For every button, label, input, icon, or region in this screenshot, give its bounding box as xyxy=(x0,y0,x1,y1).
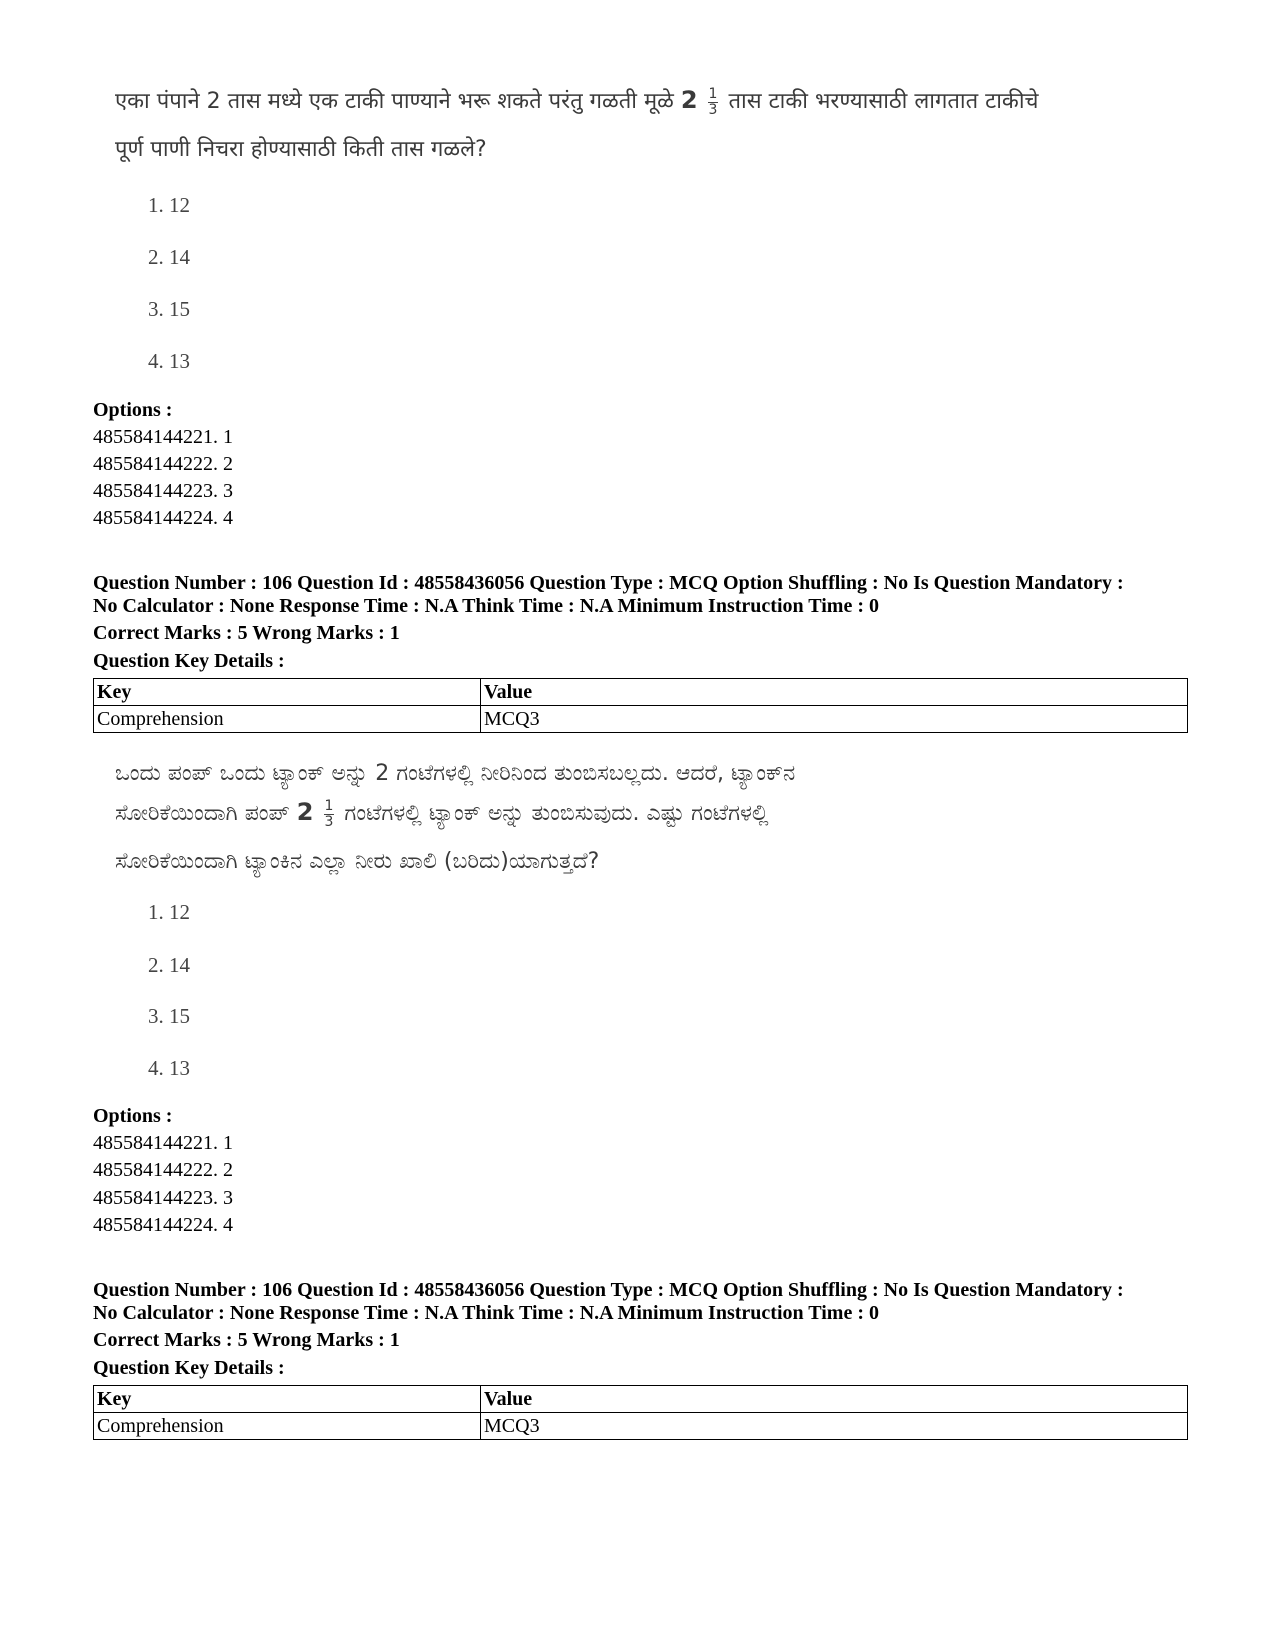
table-header-key: Key xyxy=(94,1386,481,1413)
fraction xyxy=(708,87,719,118)
key-value-table xyxy=(93,1385,1188,1440)
mixed-number-whole: 2 xyxy=(296,798,314,826)
question-meta xyxy=(93,1279,1223,1325)
option-id-2: 485584144222. 2 xyxy=(93,1159,233,1181)
option-id-1: 485584144221. 1 xyxy=(93,1132,233,1154)
kannada-question-line-1: ಒಂದು ಪಂಪ್ ಒಂದು ಟ್ಯಾಂಕ್ ಅನ್ನು 2 ಗಂಟೆಗಳಲ್ಲಿ ನೀರಿನಿಂದ ತುಂಬಿಸಬಲ್ಲದು. ಆದರೆ, ಟ್ಯಾಂಕ್‌ನ xyxy=(115,761,796,786)
question-option-3: 3. 15 xyxy=(148,1004,190,1028)
fraction-numerator: 1 xyxy=(708,85,718,102)
table-row xyxy=(94,706,1188,733)
question-option-2: 2. 14 xyxy=(148,245,190,269)
fraction xyxy=(324,799,335,830)
table-header-value: Value xyxy=(481,679,1188,706)
marks-line: Correct Marks : 5 Wrong Marks : 1 xyxy=(93,1329,400,1351)
question-option-1: 1. 12 xyxy=(148,193,190,217)
question-option-3: 3. 15 xyxy=(148,297,190,321)
table-row xyxy=(94,1413,1188,1440)
mixed-number-whole: 2 xyxy=(680,86,698,114)
question-text: ಗಂಟೆಗಳಲ್ಲಿ ಟ್ಯಾಂಕ್ ಅನ್ನು ತುಂಬಿಸುವುದು. ಎಷ್ಟು ಗಂಟೆಗಳಲ್ಲಿ xyxy=(344,801,769,826)
key-details-label: Question Key Details : xyxy=(93,650,285,672)
table-header-row xyxy=(94,1386,1188,1413)
question-meta-line-2: No Calculator : None Response Time : N.A Think Time : N.A Minimum Instruction Time : 0 xyxy=(93,595,879,617)
option-id-1: 485584144221. 1 xyxy=(93,426,233,448)
question-option-2: 2. 14 xyxy=(148,953,190,977)
fraction-denominator: 3 xyxy=(324,813,334,830)
marks-line: Correct Marks : 5 Wrong Marks : 1 xyxy=(93,622,400,644)
kannada-question-line-3: ಸೋರಿಕೆಯಿಂದಾಗಿ ಟ್ಯಾಂಕಿನ ಎಲ್ಲಾ ನೀರು ಖಾಲಿ (ಬರಿದು)ಯಾಗುತ್ತದೆ? xyxy=(115,849,600,874)
table-cell-key: Comprehension xyxy=(94,1413,481,1440)
marathi-question-line-2: पूर्ण पाणी निचरा होण्यासाठी किती तास गळले? xyxy=(115,137,487,162)
option-id-4: 485584144224. 4 xyxy=(93,1214,233,1236)
option-id-3: 485584144223. 3 xyxy=(93,1187,233,1209)
option-id-2: 485584144222. 2 xyxy=(93,453,233,475)
table-header-key: Key xyxy=(94,679,481,706)
question-meta-line-1: Question Number : 106 Question Id : 48558436056 Question Type : MCQ Option Shuffling : No Is Question Mandatory : xyxy=(93,1279,1124,1301)
fraction-denominator: 3 xyxy=(708,101,718,118)
question-meta-line-2: No Calculator : None Response Time : N.A Think Time : N.A Minimum Instruction Time : 0 xyxy=(93,1302,879,1324)
option-id-4: 485584144224. 4 xyxy=(93,507,233,529)
key-details-label: Question Key Details : xyxy=(93,1357,285,1379)
options-label: Options : xyxy=(93,399,173,421)
option-id-3: 485584144223. 3 xyxy=(93,480,233,502)
question-text: एका पंपाने 2 तास मध्ये एक टाकी पाण्याने भरू शकते परंतु गळती मूळे xyxy=(115,89,674,114)
question-option-4: 4. 13 xyxy=(148,1056,190,1080)
question-option-4: 4. 13 xyxy=(148,349,190,373)
question-text: ಸೋರಿಕೆಯಿಂದಾಗಿ ಪಂಪ್ xyxy=(115,801,290,826)
table-cell-key: Comprehension xyxy=(94,706,481,733)
fraction-numerator: 1 xyxy=(324,797,334,814)
question-meta xyxy=(93,572,1223,618)
question-meta-line-1: Question Number : 106 Question Id : 48558436056 Question Type : MCQ Option Shuffling : No Is Question Mandatory : xyxy=(93,572,1124,594)
question-option-1: 1. 12 xyxy=(148,900,190,924)
table-cell-value: MCQ3 xyxy=(481,706,1188,733)
key-value-table xyxy=(93,678,1188,733)
table-header-value: Value xyxy=(481,1386,1188,1413)
kannada-question-line-2 xyxy=(115,798,769,830)
options-label: Options : xyxy=(93,1105,173,1127)
question-text: तास टाकी भरण्यासाठी लागतात टाकीचे xyxy=(728,89,1039,114)
table-cell-value: MCQ3 xyxy=(481,1413,1188,1440)
marathi-question-line-1 xyxy=(115,86,1038,118)
table-header-row xyxy=(94,679,1188,706)
